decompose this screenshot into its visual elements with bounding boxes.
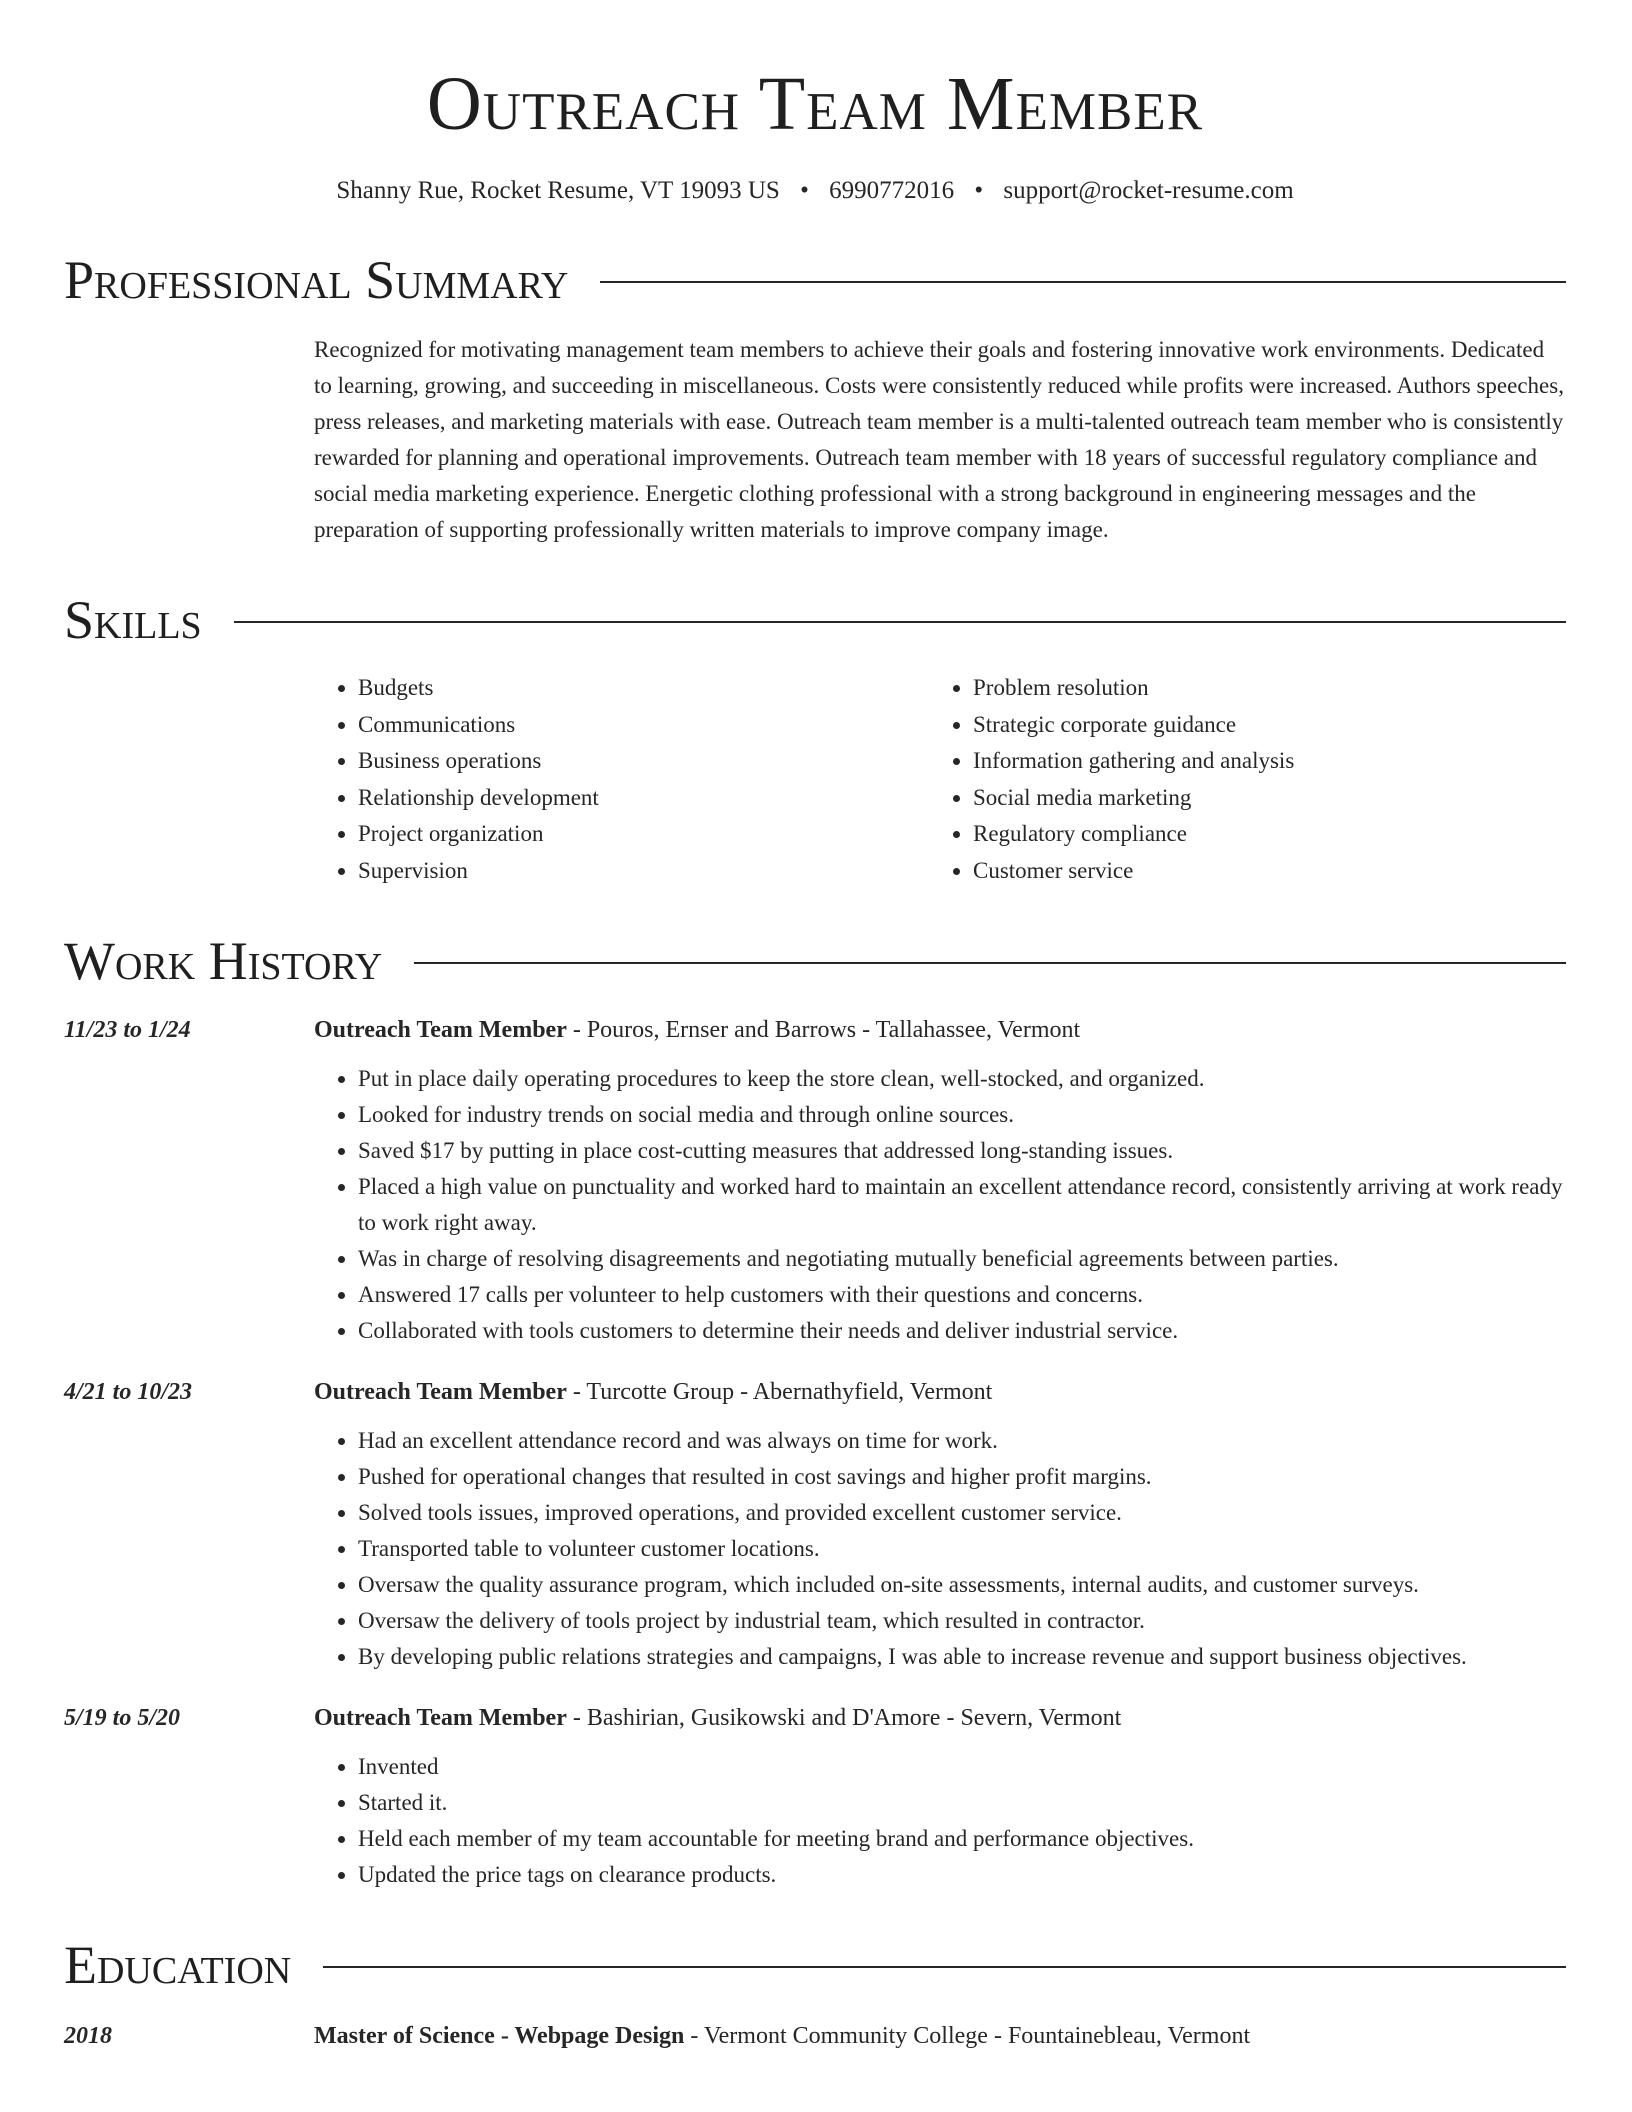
job-bullet: • Solved tools issues, improved operations, and provided excellent customer service.	[358, 1495, 1566, 1531]
job-bullets	[314, 1749, 1566, 1893]
work-section-header	[64, 929, 1566, 993]
contact-separator: •	[800, 177, 809, 204]
job-employer: - Pouros, Ernser and Barrows - Tallahassee, Vermont	[566, 1017, 1081, 1043]
education-body	[314, 2019, 1566, 2053]
job-entry	[64, 1701, 1566, 1893]
skills-column-right	[929, 670, 1566, 889]
skill-item: • Regulatory compliance	[973, 816, 1566, 853]
job-title-line	[314, 1013, 1566, 1047]
job-title: Outreach Team Member	[314, 1017, 567, 1043]
job-bullet: • Looked for industry trends on social media and through online sources.	[358, 1097, 1566, 1133]
education-entry	[64, 2019, 1566, 2053]
job-employer: - Bashirian, Gusikowski and D'Amore - Severn, Vermont	[566, 1705, 1122, 1731]
job-employer: - Turcotte Group - Abernathyfield, Vermont	[566, 1379, 993, 1405]
job-bullet: • Saved $17 by putting in place cost-cutting measures that addressed long-standing issues.	[358, 1133, 1566, 1169]
job-body	[314, 1375, 1566, 1675]
job-body	[314, 1013, 1566, 1349]
job-bullet: • Transported table to volunteer customer locations.	[358, 1531, 1566, 1567]
job-dates: 11/23 to 1/24	[64, 1017, 191, 1043]
job-bullet: • Oversaw the delivery of tools project by industrial team, which resulted in contractor.	[358, 1603, 1566, 1639]
skill-item: • Social media marketing	[973, 780, 1566, 817]
contact-line	[64, 174, 1566, 208]
job-bullets	[314, 1423, 1566, 1675]
job-title: Outreach Team Member	[314, 1379, 567, 1405]
job-body	[314, 1701, 1566, 1893]
skill-item: • Business operations	[358, 743, 929, 780]
job-dates: 4/21 to 10/23	[64, 1379, 193, 1405]
job-title: Outreach Team Member	[314, 1705, 567, 1731]
section-divider	[234, 621, 1566, 623]
job-bullet: • Collaborated with tools customers to determine their needs and deliver industrial service.	[358, 1313, 1566, 1349]
job-entry	[64, 1375, 1566, 1675]
section-divider	[414, 962, 1566, 964]
skill-item: • Customer service	[973, 853, 1566, 890]
education-degree: Master of Science - Webpage Design	[314, 2023, 685, 2049]
job-bullet: • Answered 17 calls per volunteer to help customers with their questions and concerns.	[358, 1277, 1566, 1313]
education-school: - Vermont Community College - Fountainebleau, Vermont	[684, 2023, 1251, 2049]
skills-column-left	[314, 670, 929, 889]
job-bullet: • Placed a high value on punctuality and worked hard to maintain an excellent attendance record, consistently arriving at work ready to work right away.	[358, 1169, 1566, 1241]
job-bullet: • Updated the price tags on clearance products.	[358, 1857, 1566, 1893]
job-bullet: • Was in charge of resolving disagreements and negotiating mutually beneficial agreements between parties.	[358, 1241, 1566, 1277]
skills-section-header	[64, 588, 1566, 652]
skill-item: • Strategic corporate guidance	[973, 707, 1566, 744]
skill-item: • Problem resolution	[973, 670, 1566, 707]
job-dates: 5/19 to 5/20	[64, 1705, 181, 1731]
contact-email: support@rocket-resume.com	[1003, 177, 1294, 204]
education-year: 2018	[64, 2023, 112, 2049]
skill-item: • Communications	[358, 707, 929, 744]
contact-separator: •	[974, 177, 984, 204]
skill-item: • Budgets	[358, 670, 929, 707]
skill-item: • Information gathering and analysis	[973, 743, 1566, 780]
job-bullet: • Started it.	[358, 1785, 1566, 1821]
summary-section-header	[64, 248, 1566, 312]
education-section-header	[64, 1933, 1566, 1997]
job-title-line	[314, 1701, 1566, 1735]
skill-item: • Relationship development	[358, 780, 929, 817]
job-bullets	[314, 1061, 1566, 1349]
skill-item: • Project organization	[358, 816, 929, 853]
section-divider	[600, 281, 1566, 283]
contact-phone: 6990772016	[829, 177, 955, 204]
summary-heading: Professional Summary	[64, 250, 569, 310]
job-bullet: • Put in place daily operating procedures to keep the store clean, well-stocked, and organized.	[358, 1061, 1566, 1097]
job-bullet: • Had an excellent attendance record and was always on time for work.	[358, 1423, 1566, 1459]
job-bullet: • Oversaw the quality assurance program, which included on-site assessments, internal audits, and customer surveys.	[358, 1567, 1566, 1603]
contact-address: Shanny Rue, Rocket Resume, VT 19093 US	[336, 177, 780, 204]
education-heading: Education	[64, 1935, 292, 1995]
resume-name: Outreach Team Member	[426, 62, 1204, 146]
work-heading: Work History	[64, 931, 383, 991]
job-bullet: • Invented	[358, 1749, 1566, 1785]
section-divider	[323, 1966, 1566, 1968]
skill-item: • Supervision	[358, 853, 929, 890]
summary-text: Recognized for motivating management team members to achieve their goals and fostering innovative work environments. Dedicated to learning, growing, and succeeding in miscellaneous. Costs were consistently reduced while profits were increased. Authors speeches, press releases, and marketing materials with ease. Outreach team member is a multi-talented outreach team member who is consistently rewarded for planning and operational improvements. Outreach team member with 18 years of successful regulatory compliance and social media marketing experience. Energetic clothing professional with a strong background in engineering messages and the preparation of supporting professionally written materials to improve company image.	[314, 337, 1564, 542]
skills-list	[314, 670, 1566, 889]
job-title-line	[314, 1375, 1566, 1409]
job-entry	[64, 1013, 1566, 1349]
skills-heading: Skills	[64, 590, 202, 650]
job-bullet: • Held each member of my team accountable for meeting brand and performance objectives.	[358, 1821, 1566, 1857]
job-bullet: • Pushed for operational changes that resulted in cost savings and higher profit margins.	[358, 1459, 1566, 1495]
job-bullet: • By developing public relations strategies and campaigns, I was able to increase revenue and support business objectives.	[358, 1639, 1566, 1675]
